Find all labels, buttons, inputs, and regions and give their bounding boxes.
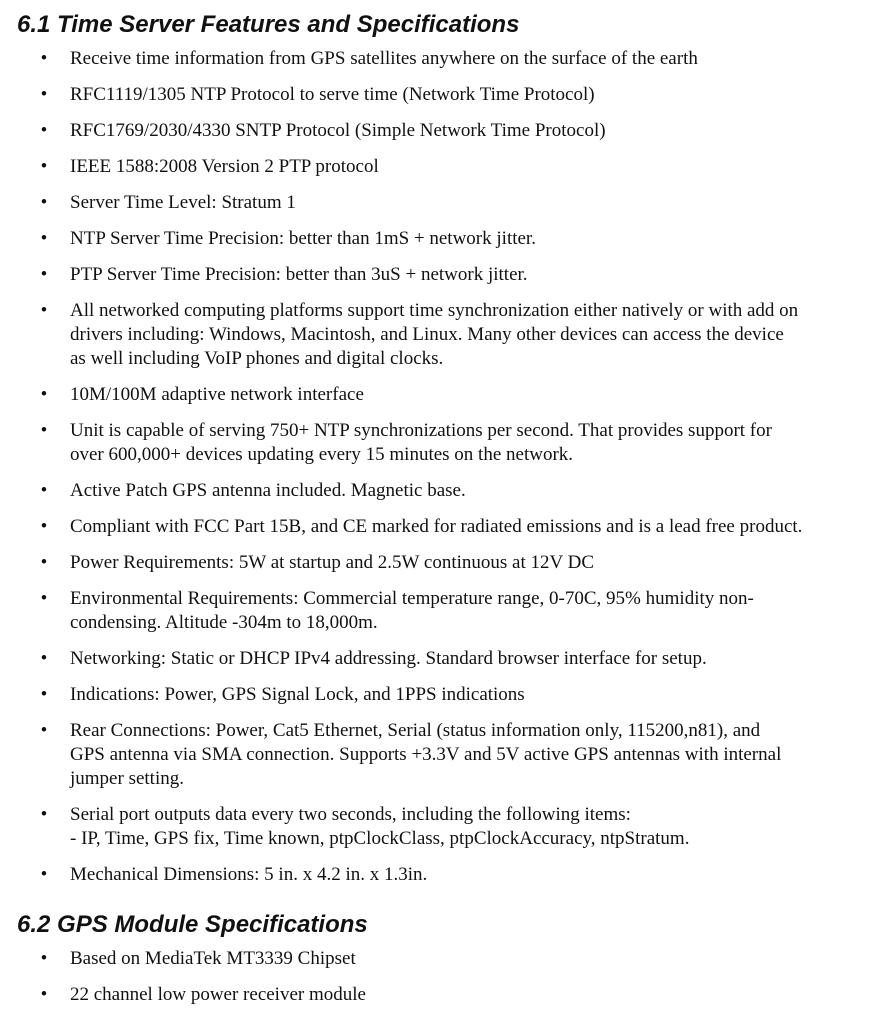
spec-item-text: Compliant with FCC Part 15B, and CE marked for radiated emissions and is a lead free product. bbox=[70, 516, 803, 537]
bullet-icon: • bbox=[40, 864, 48, 885]
spec-list-item bbox=[0, 263, 886, 287]
section-heading-time-server: 6.1 Time Server Features and Specifications bbox=[17, 11, 520, 38]
spec-list-item bbox=[0, 155, 886, 179]
spec-item-text: Power Requirements: 5W at startup and 2.5W continuous at 12V DC bbox=[70, 552, 595, 573]
spec-list-item bbox=[0, 551, 886, 575]
spec-item-text: 10M/100M adaptive network interface bbox=[70, 384, 364, 405]
bullet-icon: • bbox=[40, 948, 48, 969]
section-heading-gps-module: 6.2 GPS Module Specifications bbox=[17, 911, 368, 938]
bullet-icon: • bbox=[40, 264, 48, 285]
spec-list-item bbox=[0, 863, 886, 887]
spec-list-item bbox=[0, 515, 886, 539]
spec-list-item bbox=[0, 647, 886, 671]
spec-list-item bbox=[0, 383, 886, 407]
spec-item-text: Serial port outputs data every two seconds, including the following items: - IP, Time, GPS fix, Time known, ptpClockClass, ptpClockAccuracy, ntpStratum. bbox=[70, 804, 690, 849]
spec-item-text: Receive time information from GPS satellites anywhere on the surface of the earth bbox=[70, 48, 698, 69]
spec-item-text: PTP Server Time Precision: better than 3uS + network jitter. bbox=[70, 264, 528, 285]
spec-list-item bbox=[0, 227, 886, 251]
spec-item-text: Indications: Power, GPS Signal Lock, and 1PPS indications bbox=[70, 684, 525, 705]
spec-item-text: NTP Server Time Precision: better than 1mS + network jitter. bbox=[70, 228, 536, 249]
spec-item-text: Rear Connections: Power, Cat5 Ethernet, Serial (status information only, 115200,n81), and GPS antenna via SMA connection. Supports +3.3V and 5V active GPS antennas with internal jumper setting. bbox=[70, 720, 782, 789]
bullet-icon: • bbox=[40, 300, 48, 321]
bullet-icon: • bbox=[40, 384, 48, 405]
spec-list-item bbox=[0, 587, 886, 635]
time-server-spec-list bbox=[0, 47, 886, 899]
bullet-icon: • bbox=[40, 588, 48, 609]
bullet-icon: • bbox=[40, 516, 48, 537]
spec-list-item bbox=[0, 479, 886, 503]
spec-item-text: Based on MediaTek MT3339 Chipset bbox=[70, 948, 356, 969]
spec-list-item bbox=[0, 191, 886, 215]
spec-item-text: IEEE 1588:2008 Version 2 PTP protocol bbox=[70, 156, 379, 177]
spec-list-item bbox=[0, 83, 886, 107]
spec-item-text: RFC1119/1305 NTP Protocol to serve time (Network Time Protocol) bbox=[70, 84, 595, 105]
bullet-icon: • bbox=[40, 804, 48, 825]
bullet-icon: • bbox=[40, 48, 48, 69]
bullet-icon: • bbox=[40, 192, 48, 213]
spec-list-item bbox=[0, 47, 886, 71]
spec-list-item bbox=[0, 947, 886, 971]
spec-item-text: Active Patch GPS antenna included. Magnetic base. bbox=[70, 480, 466, 501]
spec-list-item bbox=[0, 299, 886, 371]
spec-item-text: All networked computing platforms support time synchronization either natively or with add on drivers including: Windows, Macintosh, and Linux. Many other devices can access the device as well including VoIP phones and digital clocks. bbox=[70, 300, 799, 369]
spec-item-text: Server Time Level: Stratum 1 bbox=[70, 192, 296, 213]
bullet-icon: • bbox=[40, 228, 48, 249]
bullet-icon: • bbox=[40, 420, 48, 441]
bullet-icon: • bbox=[40, 984, 48, 1005]
bullet-icon: • bbox=[40, 684, 48, 705]
spec-list-item bbox=[0, 119, 886, 143]
bullet-icon: • bbox=[40, 120, 48, 141]
spec-list-item bbox=[0, 983, 886, 1007]
bullet-icon: • bbox=[40, 648, 48, 669]
spec-list-item bbox=[0, 719, 886, 791]
spec-item-text: RFC1769/2030/4330 SNTP Protocol (Simple Network Time Protocol) bbox=[70, 120, 606, 141]
spec-list-item bbox=[0, 803, 886, 851]
gps-module-spec-list bbox=[0, 947, 886, 1019]
bullet-icon: • bbox=[40, 84, 48, 105]
bullet-icon: • bbox=[40, 156, 48, 177]
bullet-icon: • bbox=[40, 720, 48, 741]
spec-item-text: 22 channel low power receiver module bbox=[70, 984, 366, 1005]
spec-item-text: Mechanical Dimensions: 5 in. x 4.2 in. x 1.3in. bbox=[70, 864, 428, 885]
spec-item-text: Environmental Requirements: Commercial temperature range, 0-70C, 95% humidity non- condensing. Altitude -304m to 18,000m. bbox=[70, 588, 754, 633]
spec-item-text: Unit is capable of serving 750+ NTP synchronizations per second. That provides support for over 600,000+ devices updating every 15 minutes on the network. bbox=[70, 420, 772, 465]
spec-list-item bbox=[0, 683, 886, 707]
spec-item-text: Networking: Static or DHCP IPv4 addressing. Standard browser interface for setup. bbox=[70, 648, 707, 669]
spec-list-item bbox=[0, 419, 886, 467]
bullet-icon: • bbox=[40, 552, 48, 573]
bullet-icon: • bbox=[40, 480, 48, 501]
